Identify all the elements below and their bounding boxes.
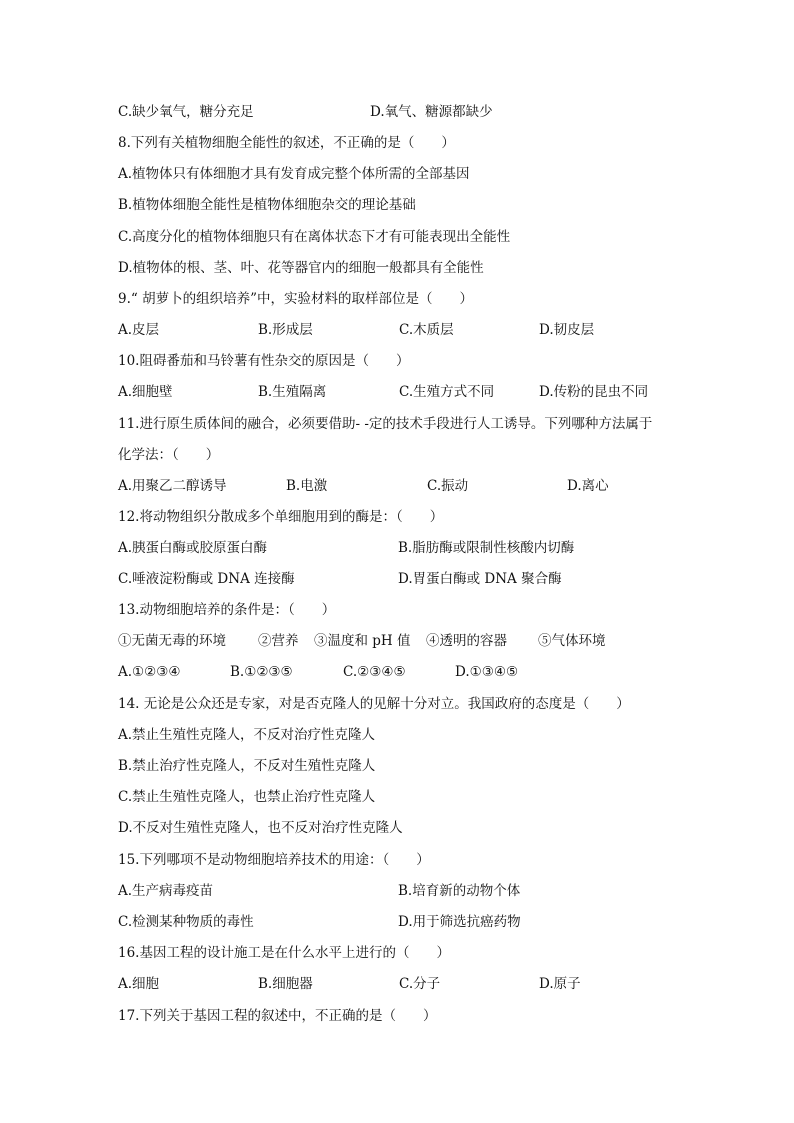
q9-stem: 9.“ 胡萝卜的组织培养”中，实验材料的取样部位是（ ） [118,291,473,307]
q7-option-c: C.缺少氧气，糖分充足 [118,104,254,120]
q13-item-1: ①无菌无毒的环境 [118,633,226,649]
q13-item-4: ④透明的容器 [426,633,507,649]
q16-option-c: C.分子 [399,976,441,992]
q8-option-c: C.高度分化的植物体细胞只有在离体状态下才有可能表现出全能性 [118,229,511,245]
q11-option-b: B.电激 [286,478,328,494]
q14-option-b: B.禁止治疗性克隆人，不反对生殖性克隆人 [118,758,376,774]
q10-option-b: B.生殖隔离 [258,384,327,400]
q12-option-b: B.脂肪酶或限制性核酸内切酶 [398,540,575,556]
q11-option-c: C.振动 [427,478,469,494]
q15-option-d: D.用于筛选抗癌药物 [398,914,521,930]
q11-stem-line2: 化学法：（ ） [118,447,220,463]
q15-option-b: B.培育新的动物个体 [398,883,521,899]
q11-option-d: D.离心 [567,478,609,494]
q10-option-a: A.细胞壁 [118,384,173,400]
q10-option-c: C.生殖方式不同 [399,384,495,400]
q11-option-a: A.用聚乙二醇诱导 [118,478,227,494]
q14-stem: 14. 无论是公众还是专家，对是否克隆人的见解十分对立。我国政府的态度是（ ） [118,696,630,712]
q14-option-d: D.不反对生殖性克隆人，也不反对治疗性克隆人 [118,820,403,836]
q15-stem: 15.下列哪项不是动物细胞培养技术的用途：（ ） [118,852,430,868]
q15-option-a: A.生产病毒疫苗 [118,883,214,899]
q16-option-d: D.原子 [539,976,581,992]
q12-option-a: A.胰蛋白酶或胶原蛋白酶 [118,540,268,556]
q7-option-d: D.氧气、糖源都缺少 [370,104,493,120]
q10-option-d: D.传粉的昆虫不同 [539,384,649,400]
q13-option-b: B.①②③⑤ [230,664,293,680]
q8-option-a: A.植物体只有体细胞才具有发育成完整个体所需的全部基因 [118,166,470,182]
q16-stem: 16.基因工程的设计施工是在什么水平上进行的（ ） [118,945,450,961]
q14-option-a: A.禁止生殖性克隆人，不反对治疗性克隆人 [118,727,376,743]
q8-option-b: B.植物体细胞全能性是植物体细胞杂交的理论基础 [118,197,416,213]
q13-option-a: A.①②③④ [118,664,181,680]
q9-option-a: A.皮层 [118,322,160,338]
q8-option-d: D.植物体的根、茎、叶、花等器官内的细胞一般都具有全能性 [118,260,484,276]
q11-stem-line1: 11.进行原生质体间的融合，必须要借助- -定的技术手段进行人工诱导。下列哪种方法属于 [118,416,653,432]
q13-stem: 13.动物细胞培养的条件是：（ ） [118,602,336,618]
q14-option-c: C.禁止生殖性克隆人，也禁止治疗性克隆人 [118,789,376,805]
q9-option-b: B.形成层 [258,322,313,338]
q12-option-c: C.唾液淀粉酶或 DNA 连接酶 [118,571,295,587]
q13-item-5: ⑤气体环境 [538,633,606,649]
q13-item-2: ②营养 [258,633,299,649]
q16-option-a: A.细胞 [118,976,160,992]
q16-option-b: B.细胞器 [258,976,313,992]
q10-stem: 10.阻碍番茄和马铃薯有性杂交的原因是（ ） [118,353,410,369]
q13-option-d: D.①③④⑤ [455,664,519,680]
q8-stem: 8.下列有关植物细胞全能性的叙述，不正确的是（ ） [118,135,455,151]
q15-option-c: C.检测某种物质的毒性 [118,914,254,930]
q9-option-c: C.木质层 [399,322,454,338]
q13-option-c: C.②③④⑤ [343,664,406,680]
q9-option-d: D.韧皮层 [539,322,595,338]
q12-stem: 12.将动物组织分散成多个单细胞用到的酶是：（ ） [118,509,444,525]
q12-option-d: D.胃蛋白酶或 DNA 聚合酶 [398,571,562,587]
q17-stem: 17.下列关于基因工程的叙述中，不正确的是（ ） [118,1008,437,1024]
q13-item-3: ③温度和 pH 值 [314,633,411,649]
